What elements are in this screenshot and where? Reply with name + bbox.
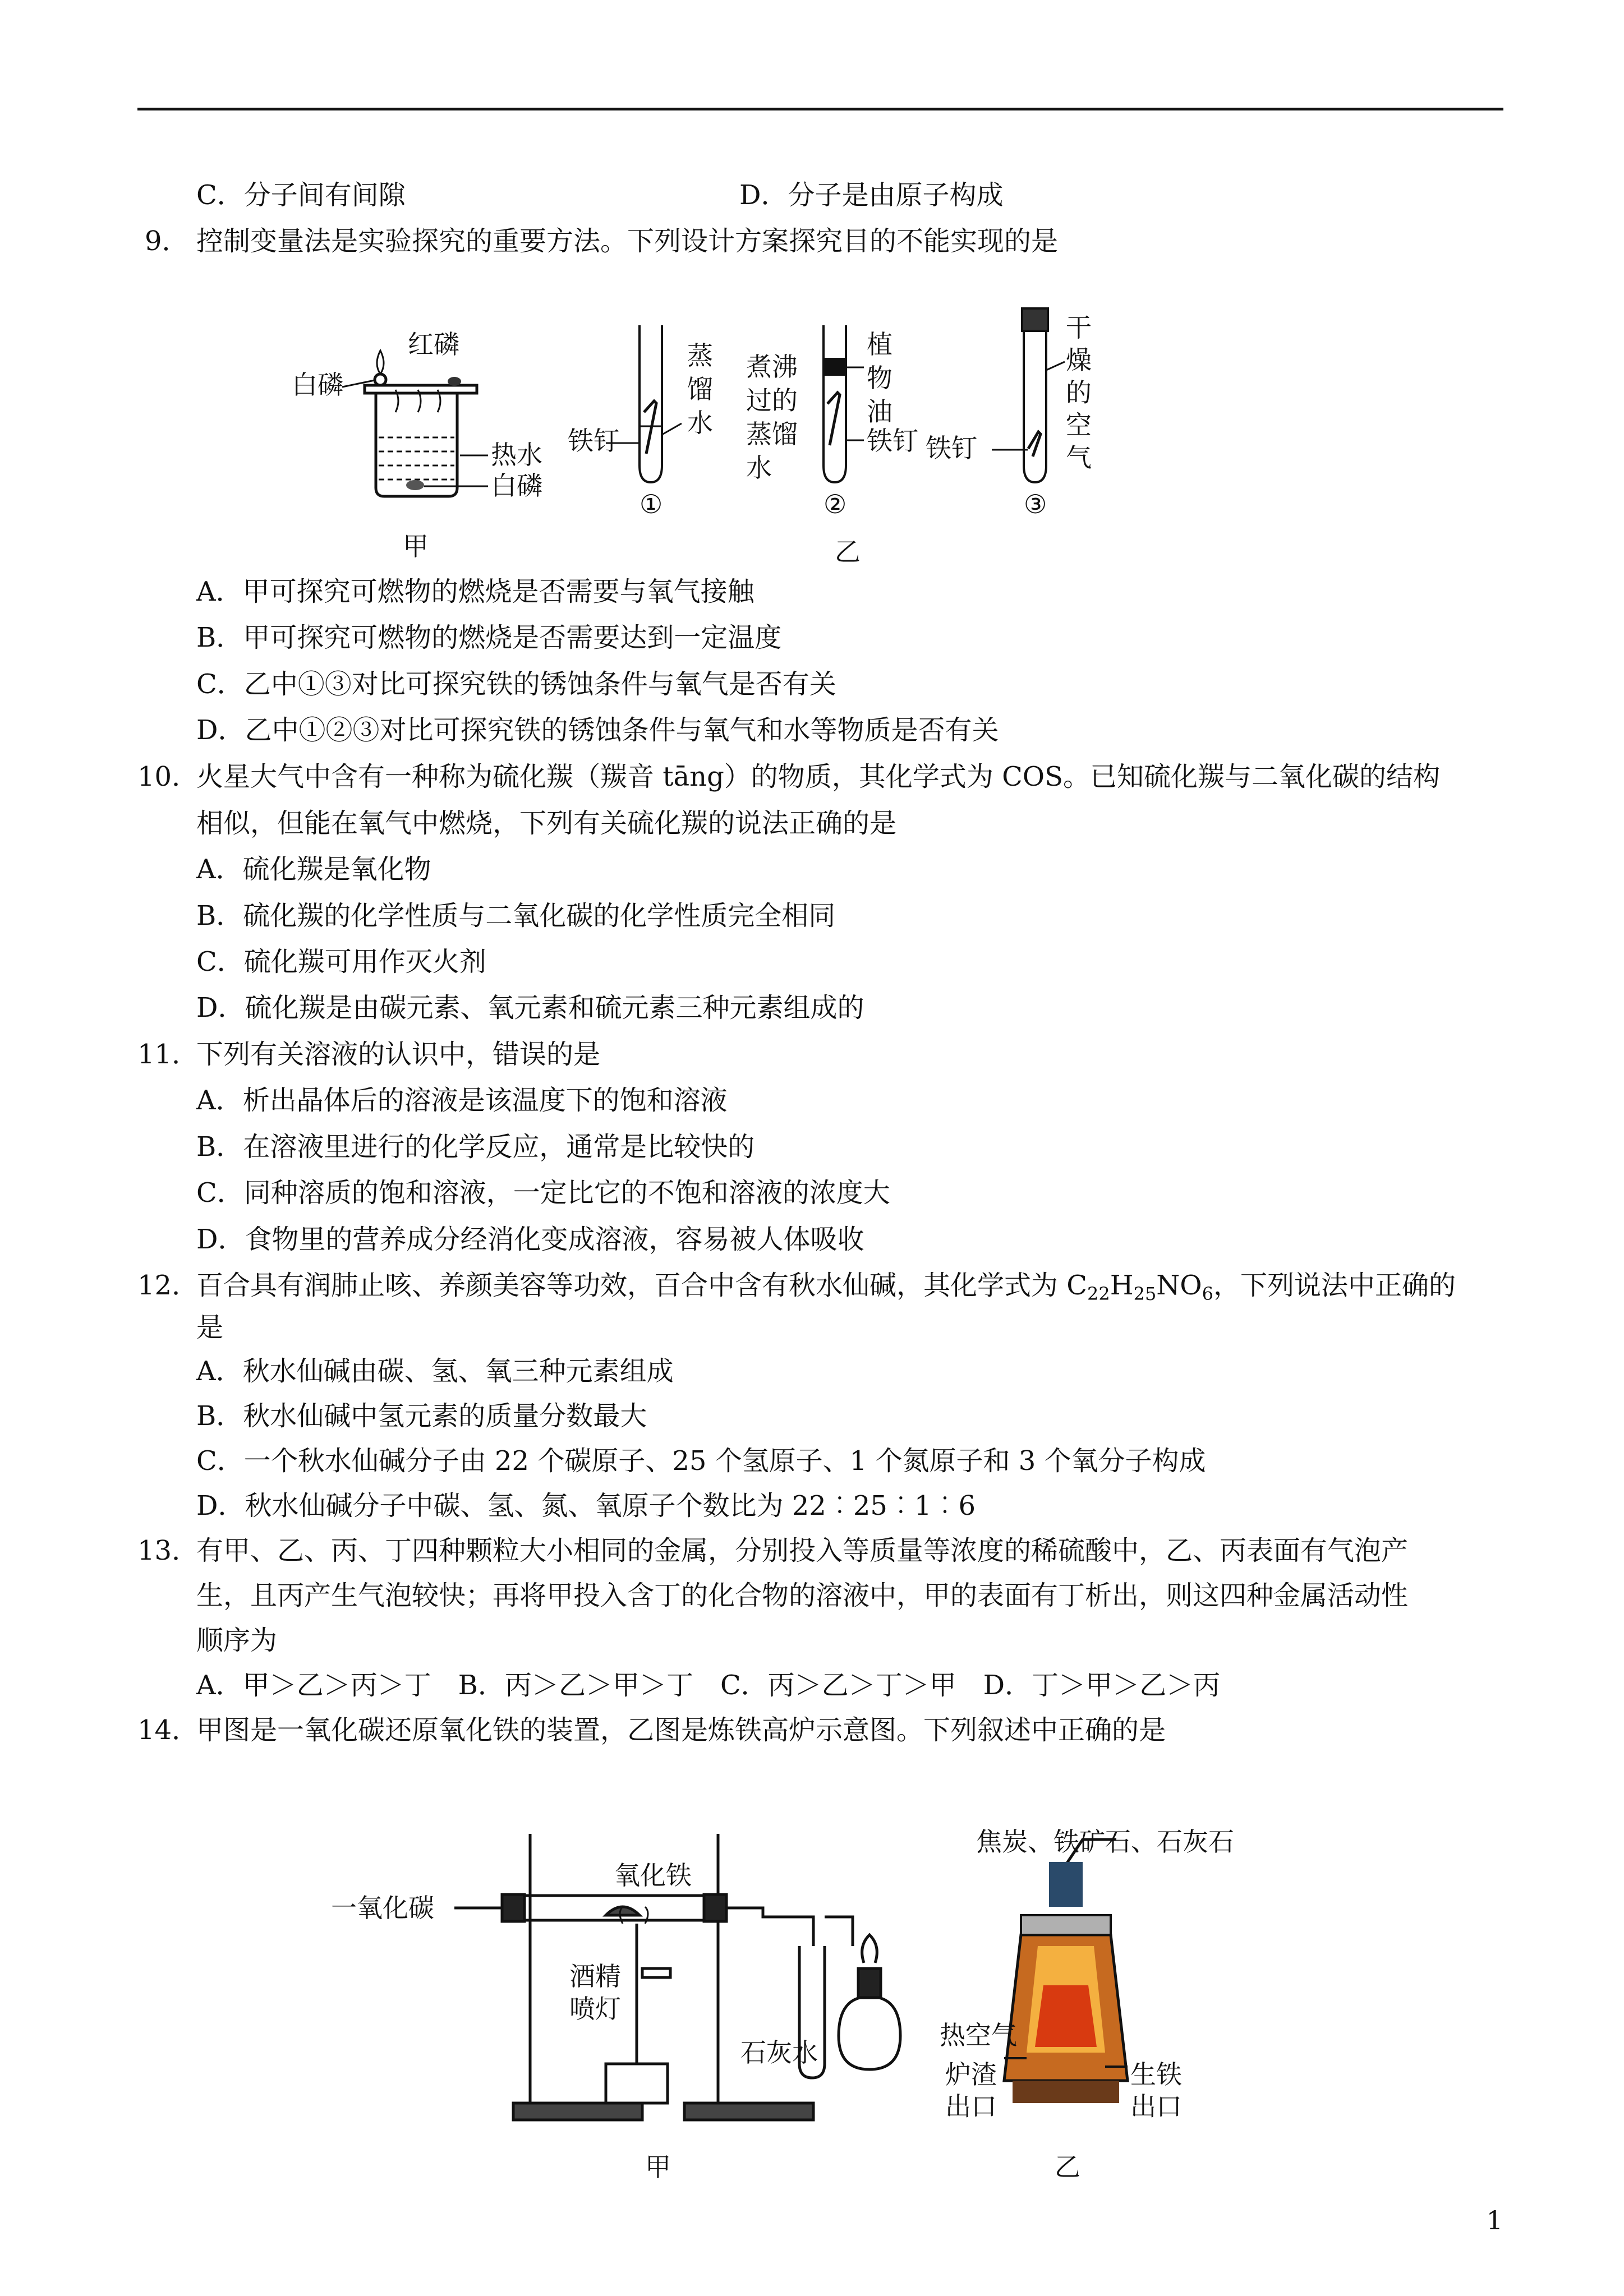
q11-option-c: C．同种溶质的饱和溶液，一定比它的不饱和溶液的浓度大 — [196, 1177, 890, 1209]
label-jia: 甲 — [645, 2152, 671, 2182]
label-hot-air: 热空气 — [940, 2020, 1017, 2050]
label-nail-2: 铁钉 — [867, 426, 918, 456]
header-rule — [137, 108, 1503, 110]
q11-option-b: B．在溶液里进行的化学反应，通常是比较快的 — [196, 1131, 755, 1163]
label-boiled-3: 蒸馏 — [746, 419, 798, 449]
q9-number: 9． — [145, 225, 189, 257]
label-tube-1: ① — [640, 489, 663, 519]
label-tube-3: ③ — [1024, 489, 1047, 519]
q8-option-d: D．分子是由原子构成 — [739, 179, 1004, 211]
label-boiled-4: 水 — [746, 453, 772, 483]
q9-option-a: A．甲可探究可燃物的燃烧是否需要与氧气接触 — [196, 576, 755, 607]
q12-option-a: A．秋水仙碱由碳、氢、氧三种元素组成 — [196, 1356, 674, 1387]
label-iron-oxide: 氧化铁 — [614, 1860, 692, 1891]
label-tube-2: ② — [823, 489, 847, 519]
q13-stem-line2: 生，且丙产生气泡较快；再将甲投入含丁的化合物的溶液中，甲的表面有丁析出，则这四种金属活动性 — [196, 1580, 1409, 1611]
label-distilled-3: 水 — [687, 408, 713, 438]
label-carbon-monoxide: 一氧化碳 — [331, 1893, 434, 1923]
label-red-phosphorus: 红磷 — [408, 329, 459, 359]
label-lamp-1: 酒精 — [569, 1961, 621, 1991]
label-distilled-1: 蒸 — [687, 340, 713, 371]
label-white-phosphorus-bottom: 白磷 — [491, 471, 542, 501]
label-lamp-2: 喷灯 — [569, 1994, 621, 2024]
q12-stem-line1: 百合具有润肺止咳、养颜美容等功效，百合中含有秋水仙碱，其化学式为 $C_{22}H_{25}NO_6$，下列说法中正确的 — [196, 1270, 1456, 1304]
q14-number: 14． — [137, 1714, 199, 1746]
blast-furnace — [1004, 1839, 1128, 2103]
q12-option-c: C．一个秋水仙碱分子由 22 个碳原子、25 个氢原子、1 个氮原子和 3 个氧分子构成 — [196, 1445, 1206, 1477]
q11-stem: 下列有关溶液的认识中，错误的是 — [196, 1039, 601, 1070]
label-dry-air-2: 燥 — [1066, 345, 1092, 375]
q12-option-b: B．秋水仙碱中氢元素的质量分数最大 — [196, 1400, 647, 1432]
q10-number: 10． — [137, 761, 199, 792]
q10-option-d: D．硫化羰是由碳元素、氧元素和硫元素三种元素组成的 — [196, 992, 864, 1023]
label-dry-air-1: 干 — [1066, 312, 1092, 343]
q10-option-a: A．硫化羰是氧化物 — [196, 854, 431, 885]
q14-stem: 甲图是一氧化碳还原氧化铁的装置，乙图是炼铁高炉示意图。下列叙述中正确的是 — [196, 1714, 1166, 1746]
label-oil-3: 油 — [867, 397, 892, 427]
label-dry-air-5: 气 — [1066, 442, 1092, 473]
q10-stem-line2: 相似，但能在氧气中燃烧，下列有关硫化羰的说法正确的是 — [196, 808, 897, 839]
label-distilled-2: 馏 — [687, 374, 713, 404]
q11-option-d: D．食物里的营养成分经消化变成溶液，容易被人体吸收 — [196, 1224, 864, 1255]
q13-stem-line1: 有甲、乙、丙、丁四种颗粒大小相同的金属，分别投入等质量等浓度的稀硫酸中，乙、丙表面有气泡产 — [196, 1535, 1409, 1566]
label-dry-air-3: 的 — [1066, 377, 1092, 408]
page-number: 1 — [1486, 2205, 1503, 2235]
label-limewater: 石灰水 — [740, 2037, 818, 2068]
q13-number: 13． — [137, 1535, 199, 1566]
q12-stem-line2: 是 — [196, 1312, 224, 1343]
q13-stem-line3: 顺序为 — [196, 1625, 278, 1656]
label-nail-3: 铁钉 — [926, 433, 977, 463]
q9-option-d: D．乙中①②③对比可探究铁的锈蚀条件与氧气和水等物质是否有关 — [196, 714, 999, 746]
q8-option-c: C．分子间有间隙 — [196, 179, 406, 211]
label-oil-2: 物 — [867, 363, 892, 393]
label-slag-1: 炉渣 — [945, 2059, 997, 2090]
q10-stem-line1: 火星大气中含有一种称为硫化羰（羰音 tāng）的物质，其化学式为 COS。已知硫化羰与二氧化碳的结构 — [196, 761, 1441, 792]
label-boiled-1: 煮沸 — [746, 352, 798, 382]
q12-option-d: D．秋水仙碱分子中碳、氢、氮、氧原子个数比为 22︰25︰1︰6 — [196, 1490, 976, 1522]
q9-figure — [280, 297, 1111, 572]
test-tube-2 — [823, 325, 864, 482]
beaker-apparatus — [342, 351, 488, 496]
label-oil-1: 植 — [867, 329, 892, 359]
q13-options: A．甲＞乙＞丙＞丁 B．丙＞乙＞甲＞丁 C．丙＞乙＞丁＞甲 D．丁＞甲＞乙＞丙 — [196, 1670, 1221, 1701]
q10-option-c: C．硫化羰可用作灭火剂 — [196, 946, 486, 978]
q9-option-c: C．乙中①③对比可探究铁的锈蚀条件与氧气是否有关 — [196, 668, 836, 700]
label-furnace-top: 焦炭、铁矿石、石灰石 — [976, 1827, 1234, 1857]
test-tube-1 — [606, 325, 682, 482]
test-tube-3 — [992, 308, 1065, 482]
label-yi: 乙 — [835, 537, 861, 567]
q14-figure — [331, 1817, 1240, 2210]
label-boiled-2: 过的 — [746, 385, 798, 416]
label-dry-air-4: 空 — [1066, 410, 1092, 440]
q11-number: 11． — [137, 1039, 199, 1070]
label-white-phosphorus-top: 白磷 — [292, 370, 343, 400]
label-slag-2: 出口 — [945, 2091, 997, 2122]
q9-stem: 控制变量法是实验探究的重要方法。下列设计方案探究目的不能实现的是 — [196, 225, 1059, 257]
label-pig-iron-2: 出口 — [1130, 2091, 1182, 2122]
label-yi: 乙 — [1055, 2152, 1080, 2182]
q9-option-b: B．甲可探究可燃物的燃烧是否需要达到一定温度 — [196, 622, 782, 653]
label-nail-1: 铁钉 — [568, 426, 619, 456]
label-pig-iron-1: 生铁 — [1130, 2059, 1182, 2090]
q10-option-b: B．硫化羰的化学性质与二氧化碳的化学性质完全相同 — [196, 900, 836, 932]
label-jia: 甲 — [403, 531, 429, 561]
label-hot-water: 热水 — [491, 440, 542, 470]
q11-option-a: A．析出晶体后的溶液是该温度下的饱和溶液 — [196, 1085, 728, 1116]
q12-number: 12． — [137, 1270, 199, 1301]
